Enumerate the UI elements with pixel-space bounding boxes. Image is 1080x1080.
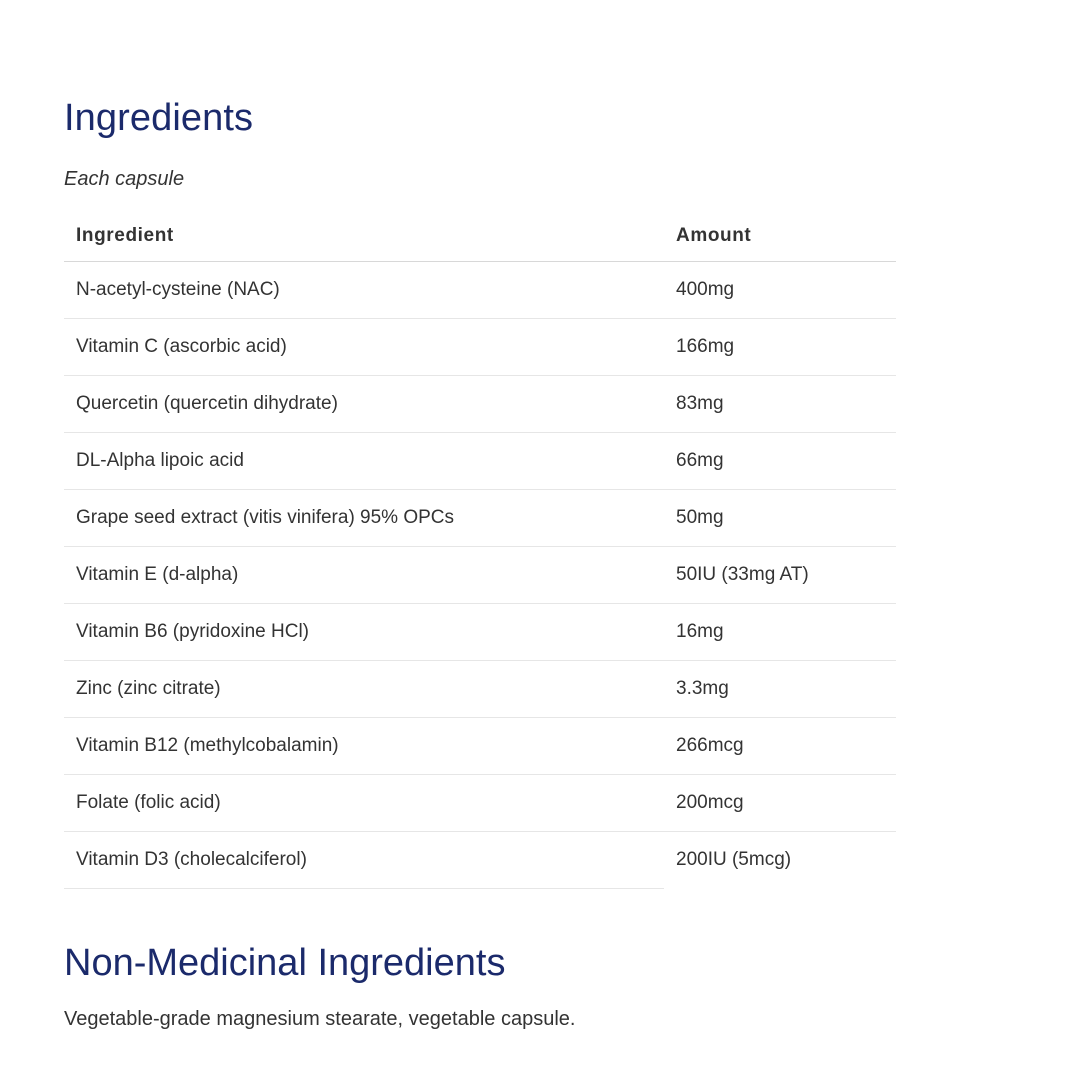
table-row <box>64 261 896 318</box>
cell-amount: 200IU (5mcg) <box>676 848 792 870</box>
cell-ingredient: Zinc (zinc citrate) <box>64 660 664 717</box>
cell-ingredient: Vitamin B6 (pyridoxine HCl) <box>64 603 664 660</box>
column-header-ingredient: Ingredient <box>64 215 664 262</box>
cell-amount: 266mcg <box>664 717 896 774</box>
cell-amount: 200mcg <box>664 774 896 831</box>
table-header-row <box>64 215 896 262</box>
cell-amount: 166mg <box>664 318 896 375</box>
ingredients-subtitle: Each capsule <box>64 167 185 190</box>
table-row <box>64 375 896 432</box>
cell-ingredient: Vitamin D3 (cholecalciferol) <box>64 831 664 888</box>
cell-amount: 400mg <box>664 261 896 318</box>
column-header-amount: Amount <box>664 215 896 262</box>
table-row <box>64 489 896 546</box>
cell-amount: 66mg <box>664 432 896 489</box>
table-row <box>64 318 896 375</box>
table-body <box>64 261 896 888</box>
cell-ingredient: DL-Alpha lipoic acid <box>64 432 664 489</box>
cell-ingredient: Quercetin (quercetin dihydrate) <box>64 375 664 432</box>
cell-ingredient: Grape seed extract (vitis vinifera) 95% OPCs <box>64 489 664 546</box>
table-row <box>64 774 896 831</box>
cell-amount: 50mg <box>664 489 896 546</box>
cell-amount: 16mg <box>664 603 896 660</box>
cell-amount: 3.3mg <box>664 660 896 717</box>
cell-ingredient: N-acetyl-cysteine (NAC) <box>64 261 664 318</box>
cell-amount: 83mg <box>664 375 896 432</box>
table-row <box>64 546 896 603</box>
non-medicinal-text: Vegetable-grade magnesium stearate, vegetable capsule. <box>64 1008 576 1031</box>
cell-ingredient: Vitamin E (d-alpha) <box>64 546 664 603</box>
table-row <box>64 603 896 660</box>
cell-amount: 50IU (33mg AT) <box>664 546 896 603</box>
table-row <box>64 432 896 489</box>
cell-ingredient: Vitamin B12 (methylcobalamin) <box>64 717 664 774</box>
cell-ingredient: Vitamin C (ascorbic acid) <box>64 318 664 375</box>
ingredients-table <box>64 215 896 889</box>
ingredients-heading: Ingredients <box>64 97 254 139</box>
table-row <box>64 660 896 717</box>
table-row <box>64 831 896 888</box>
table-row <box>64 717 896 774</box>
non-medicinal-heading: Non-Medicinal Ingredients <box>64 941 506 984</box>
cell-ingredient: Folate (folic acid) <box>64 774 664 831</box>
